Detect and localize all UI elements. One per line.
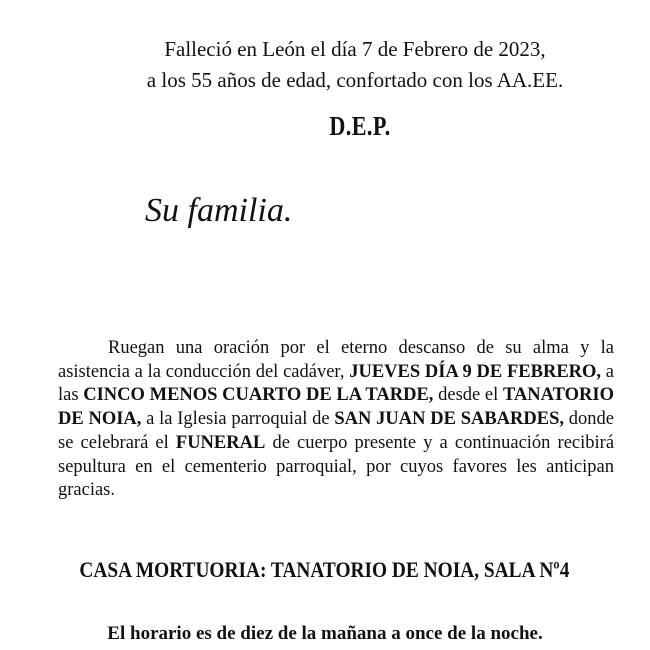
death-announcement-line-2: a los 55 años de edad, confortado con los AA.EE.	[146, 68, 564, 92]
family-signature: Su familia.	[145, 192, 293, 229]
departure-place: TANATORIO DE NOIA,	[58, 385, 615, 430]
visiting-hours-line: El horario es de diez de la mañana a once de la noche.	[107, 623, 543, 644]
body-text-1: Ruegan una oración por el eterno descanso de su alma y la asistencia a la conducción del cadáver,	[58, 338, 614, 382]
death-announcement	[0, 34, 650, 96]
body-text-4: a la Iglesia parroquial de	[146, 409, 330, 430]
body-text-2: a las	[58, 361, 615, 406]
funeral-date: JUEVES DÍA 9 DE FEBRERO,	[349, 361, 602, 382]
funeral-word: FUNERAL	[175, 432, 266, 453]
funeral-details-paragraph	[58, 337, 614, 503]
dep-heading: D.E.P.	[329, 111, 391, 141]
death-announcement-line-1: Falleció en León el día 7 de Febrero de 2023,	[164, 37, 546, 61]
church-name: SAN JUAN DE SABARDES,	[334, 409, 565, 430]
body-text-6: de cuerpo presente y a continuación recibirá sepultura en el cementerio parroquial, por cuyos favores les anticipan gracias.	[58, 432, 615, 501]
body-text-3: desde el	[438, 385, 499, 406]
body-text-5: donde se celebrará el	[58, 409, 614, 453]
casa-mortuoria-line: CASA MORTUORIA: TANATORIO DE NOIA, SALA Nº4	[79, 557, 570, 582]
funeral-time: CINCO MENOS CUARTO DE LA TARDE,	[83, 385, 434, 406]
